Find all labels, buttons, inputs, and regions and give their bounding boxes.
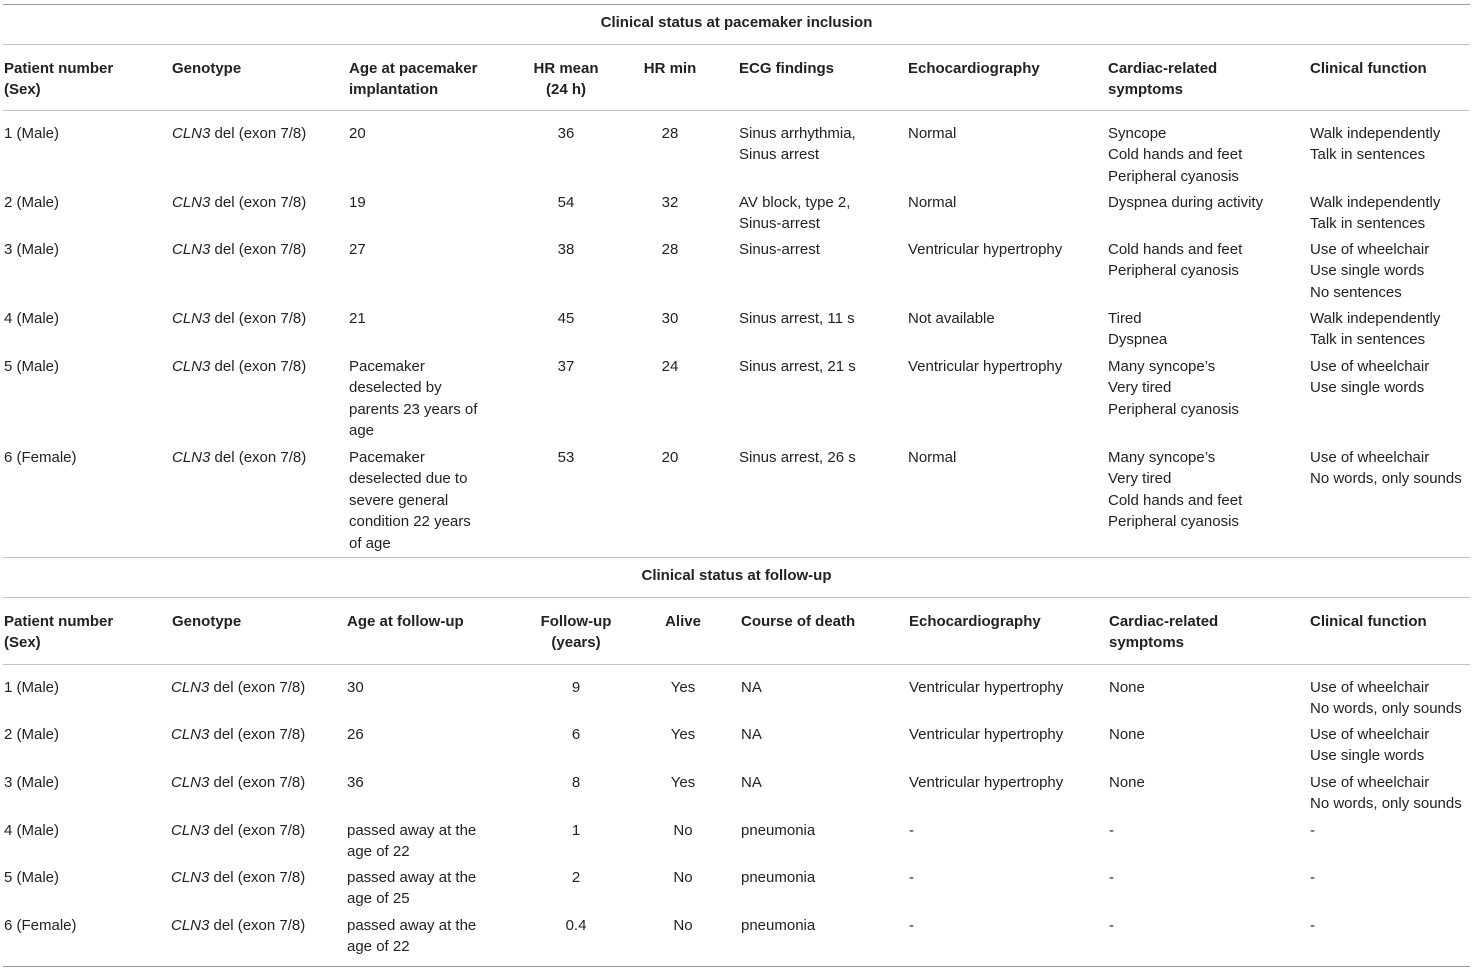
cell-followup: 0.4 <box>565 917 587 934</box>
header-ecg: ECG findings <box>739 60 834 77</box>
cell-function: Use of wheelchair No words, only sounds <box>1310 449 1462 488</box>
gene-name: CLN3 <box>172 449 211 466</box>
cell-followup: 9 <box>571 679 581 696</box>
cell-symptoms: - <box>1109 869 1114 886</box>
rule <box>3 597 1470 598</box>
header-genotype: Genotype <box>172 60 242 77</box>
cell-function: - <box>1310 822 1315 839</box>
cell-ecg: Sinus-arrest <box>739 241 820 258</box>
header-hr-mean: HR mean (24 h) <box>533 60 599 99</box>
header-function: Clinical function <box>1310 613 1427 630</box>
cell-hr-min: 20 <box>661 449 679 466</box>
gene-name: CLN3 <box>171 726 210 743</box>
cell-patient: 6 (Female) <box>4 449 77 466</box>
cell-function: - <box>1310 869 1315 886</box>
cell-symptoms: - <box>1109 822 1114 839</box>
genotype-detail: del (exon 7/8) <box>210 310 307 327</box>
cell-hr-mean: 53 <box>557 449 575 466</box>
cell-followup: 6 <box>571 726 581 743</box>
gene-name: CLN3 <box>172 310 211 327</box>
genotype-detail: del (exon 7/8) <box>210 125 307 142</box>
cell-ecg: Sinus arrhythmia, Sinus arrest <box>739 125 856 164</box>
cell-echo: Ventricular hypertrophy <box>909 726 1064 743</box>
cell-genotype <box>171 677 305 698</box>
cell-alive: Yes <box>670 774 696 791</box>
cell-genotype <box>171 724 305 745</box>
cell-function: - <box>1310 917 1315 934</box>
genotype-detail: del (exon 7/8) <box>210 241 307 258</box>
cell-patient: 5 (Male) <box>4 358 60 375</box>
cell-death: pneumonia <box>741 869 816 886</box>
cell-death: pneumonia <box>741 917 816 934</box>
rule <box>3 110 1470 111</box>
cell-alive: No <box>673 869 693 886</box>
header-echo: Echocardiography <box>909 613 1041 630</box>
cell-function: Use of wheelchair Use single words <box>1310 726 1430 765</box>
cell-hr-min: 30 <box>661 310 679 327</box>
header-patient: Patient number (Sex) <box>4 60 114 99</box>
cell-ecg: Sinus arrest, 21 s <box>739 358 856 375</box>
cell-hr-mean: 37 <box>557 358 575 375</box>
cell-genotype <box>171 915 305 936</box>
cell-followup: 1 <box>571 822 581 839</box>
genotype-detail: del (exon 7/8) <box>209 774 306 791</box>
cell-age: 21 <box>349 310 366 327</box>
cell-echo: Ventricular hypertrophy <box>909 774 1064 791</box>
gene-name: CLN3 <box>171 679 210 696</box>
cell-echo: - <box>909 917 914 934</box>
cell-function: Use of wheelchair No words, only sounds <box>1310 679 1462 718</box>
header-age: Age at pacemaker implantation <box>349 60 478 99</box>
cell-hr-min: 32 <box>661 194 679 211</box>
cell-death: NA <box>741 774 762 791</box>
cell-symptoms: Syncope Cold hands and feet Peripheral cyanosis <box>1108 125 1243 185</box>
gene-name: CLN3 <box>171 822 210 839</box>
gene-name: CLN3 <box>171 917 210 934</box>
cell-symptoms: Cold hands and feet Peripheral cyanosis <box>1108 241 1243 280</box>
cell-patient: 1 (Male) <box>4 679 60 696</box>
cell-death: NA <box>741 726 762 743</box>
gene-name: CLN3 <box>172 125 211 142</box>
cell-genotype <box>172 192 306 213</box>
cell-age: Pacemaker deselected due to severe general condition 22 years of age <box>349 449 471 552</box>
header-followup: Follow-up (years) <box>540 613 612 652</box>
cell-alive: Yes <box>670 679 696 696</box>
cell-symptoms: Dyspnea during activity <box>1108 194 1264 211</box>
gene-name: CLN3 <box>171 869 210 886</box>
cell-symptoms: None <box>1109 774 1145 791</box>
cell-age: 27 <box>349 241 366 258</box>
header-death: Course of death <box>741 613 856 630</box>
cell-function: Use of wheelchair Use single words No sentences <box>1310 241 1430 301</box>
header-function: Clinical function <box>1310 60 1427 77</box>
section2-title: Clinical status at follow-up <box>641 567 832 584</box>
genotype-detail: del (exon 7/8) <box>210 449 307 466</box>
cell-patient: 3 (Male) <box>4 241 60 258</box>
cell-age-followup: 36 <box>347 774 364 791</box>
gene-name: CLN3 <box>171 774 210 791</box>
cell-genotype <box>172 123 306 144</box>
cell-function: Use of wheelchair Use single words <box>1310 358 1430 397</box>
cell-echo: - <box>909 869 914 886</box>
cell-echo: - <box>909 822 914 839</box>
cell-symptoms: Tired Dyspnea <box>1108 310 1168 349</box>
rule <box>3 44 1470 45</box>
cell-genotype <box>172 239 306 260</box>
cell-function: Walk independently Talk in sentences <box>1310 194 1441 233</box>
header-patient: Patient number (Sex) <box>4 613 114 652</box>
header-hr-min: HR min <box>643 60 697 77</box>
cell-patient: 6 (Female) <box>4 917 77 934</box>
cell-echo: Ventricular hypertrophy <box>908 241 1063 258</box>
cell-function: Use of wheelchair No words, only sounds <box>1310 774 1462 813</box>
header-echo: Echocardiography <box>908 60 1040 77</box>
genotype-detail: del (exon 7/8) <box>209 679 306 696</box>
rule <box>3 557 1470 558</box>
cell-age-followup: passed away at the age of 22 <box>347 917 477 956</box>
cell-hr-min: 28 <box>661 241 679 258</box>
cell-symptoms: Many syncope’s Very tired Cold hands and feet Peripheral cyanosis <box>1108 449 1243 531</box>
cell-symptoms: Many syncope’s Very tired Peripheral cyanosis <box>1108 358 1239 418</box>
cell-hr-mean: 54 <box>557 194 575 211</box>
cell-genotype <box>172 308 306 329</box>
cell-age-followup: passed away at the age of 22 <box>347 822 477 861</box>
cell-genotype <box>171 820 305 841</box>
cell-genotype <box>172 356 306 377</box>
cell-function: Walk independently Talk in sentences <box>1310 310 1441 349</box>
cell-patient: 2 (Male) <box>4 194 60 211</box>
cell-age-followup: 30 <box>347 679 364 696</box>
cell-patient: 2 (Male) <box>4 726 60 743</box>
genotype-detail: del (exon 7/8) <box>210 358 307 375</box>
cell-patient: 3 (Male) <box>4 774 60 791</box>
cell-function: Walk independently Talk in sentences <box>1310 125 1441 164</box>
cell-alive: No <box>673 917 693 934</box>
cell-genotype <box>172 447 306 468</box>
cell-alive: Yes <box>670 726 696 743</box>
header-genotype: Genotype <box>172 613 242 630</box>
bottom-rule <box>3 966 1470 967</box>
header-symptoms: Cardiac-related symptoms <box>1108 60 1218 99</box>
cell-hr-mean: 38 <box>557 241 575 258</box>
genotype-detail: del (exon 7/8) <box>209 917 306 934</box>
cell-death: pneumonia <box>741 822 816 839</box>
cell-symptoms: - <box>1109 917 1114 934</box>
cell-age: 19 <box>349 194 366 211</box>
genotype-detail: del (exon 7/8) <box>209 869 306 886</box>
cell-hr-min: 24 <box>661 358 679 375</box>
rule <box>3 664 1470 665</box>
cell-death: NA <box>741 679 762 696</box>
header-age-followup: Age at follow-up <box>347 613 464 630</box>
cell-ecg: Sinus arrest, 26 s <box>739 449 856 466</box>
top-rule <box>3 4 1470 5</box>
section1-title: Clinical status at pacemaker inclusion <box>600 14 873 31</box>
cell-genotype <box>171 772 305 793</box>
cell-patient: 4 (Male) <box>4 310 60 327</box>
cell-alive: No <box>673 822 693 839</box>
cell-patient: 1 (Male) <box>4 125 60 142</box>
cell-genotype <box>171 867 305 888</box>
cell-echo: Normal <box>908 449 957 466</box>
cell-echo: Normal <box>908 125 957 142</box>
cell-age: 20 <box>349 125 366 142</box>
header-alive: Alive <box>665 613 701 630</box>
genotype-detail: del (exon 7/8) <box>210 194 307 211</box>
gene-name: CLN3 <box>172 194 211 211</box>
cell-symptoms: None <box>1109 726 1145 743</box>
cell-symptoms: None <box>1109 679 1145 696</box>
cell-patient: 5 (Male) <box>4 869 60 886</box>
genotype-detail: del (exon 7/8) <box>209 822 306 839</box>
cell-hr-min: 28 <box>661 125 679 142</box>
gene-name: CLN3 <box>172 358 211 375</box>
cell-hr-mean: 36 <box>557 125 575 142</box>
header-symptoms: Cardiac-related symptoms <box>1109 613 1219 652</box>
cell-followup: 8 <box>571 774 581 791</box>
genotype-detail: del (exon 7/8) <box>209 726 306 743</box>
cell-followup: 2 <box>571 869 581 886</box>
cell-age-followup: passed away at the age of 25 <box>347 869 477 908</box>
cell-age: Pacemaker deselected by parents 23 years of age <box>349 358 478 440</box>
cell-echo: Not available <box>908 310 995 327</box>
cell-patient: 4 (Male) <box>4 822 60 839</box>
cell-age-followup: 26 <box>347 726 364 743</box>
cell-hr-mean: 45 <box>557 310 575 327</box>
cell-echo: Ventricular hypertrophy <box>908 358 1063 375</box>
gene-name: CLN3 <box>172 241 211 258</box>
cell-ecg: Sinus arrest, 11 s <box>739 310 855 327</box>
cell-echo: Normal <box>908 194 957 211</box>
cell-echo: Ventricular hypertrophy <box>909 679 1064 696</box>
cell-ecg: AV block, type 2, Sinus-arrest <box>739 194 851 233</box>
